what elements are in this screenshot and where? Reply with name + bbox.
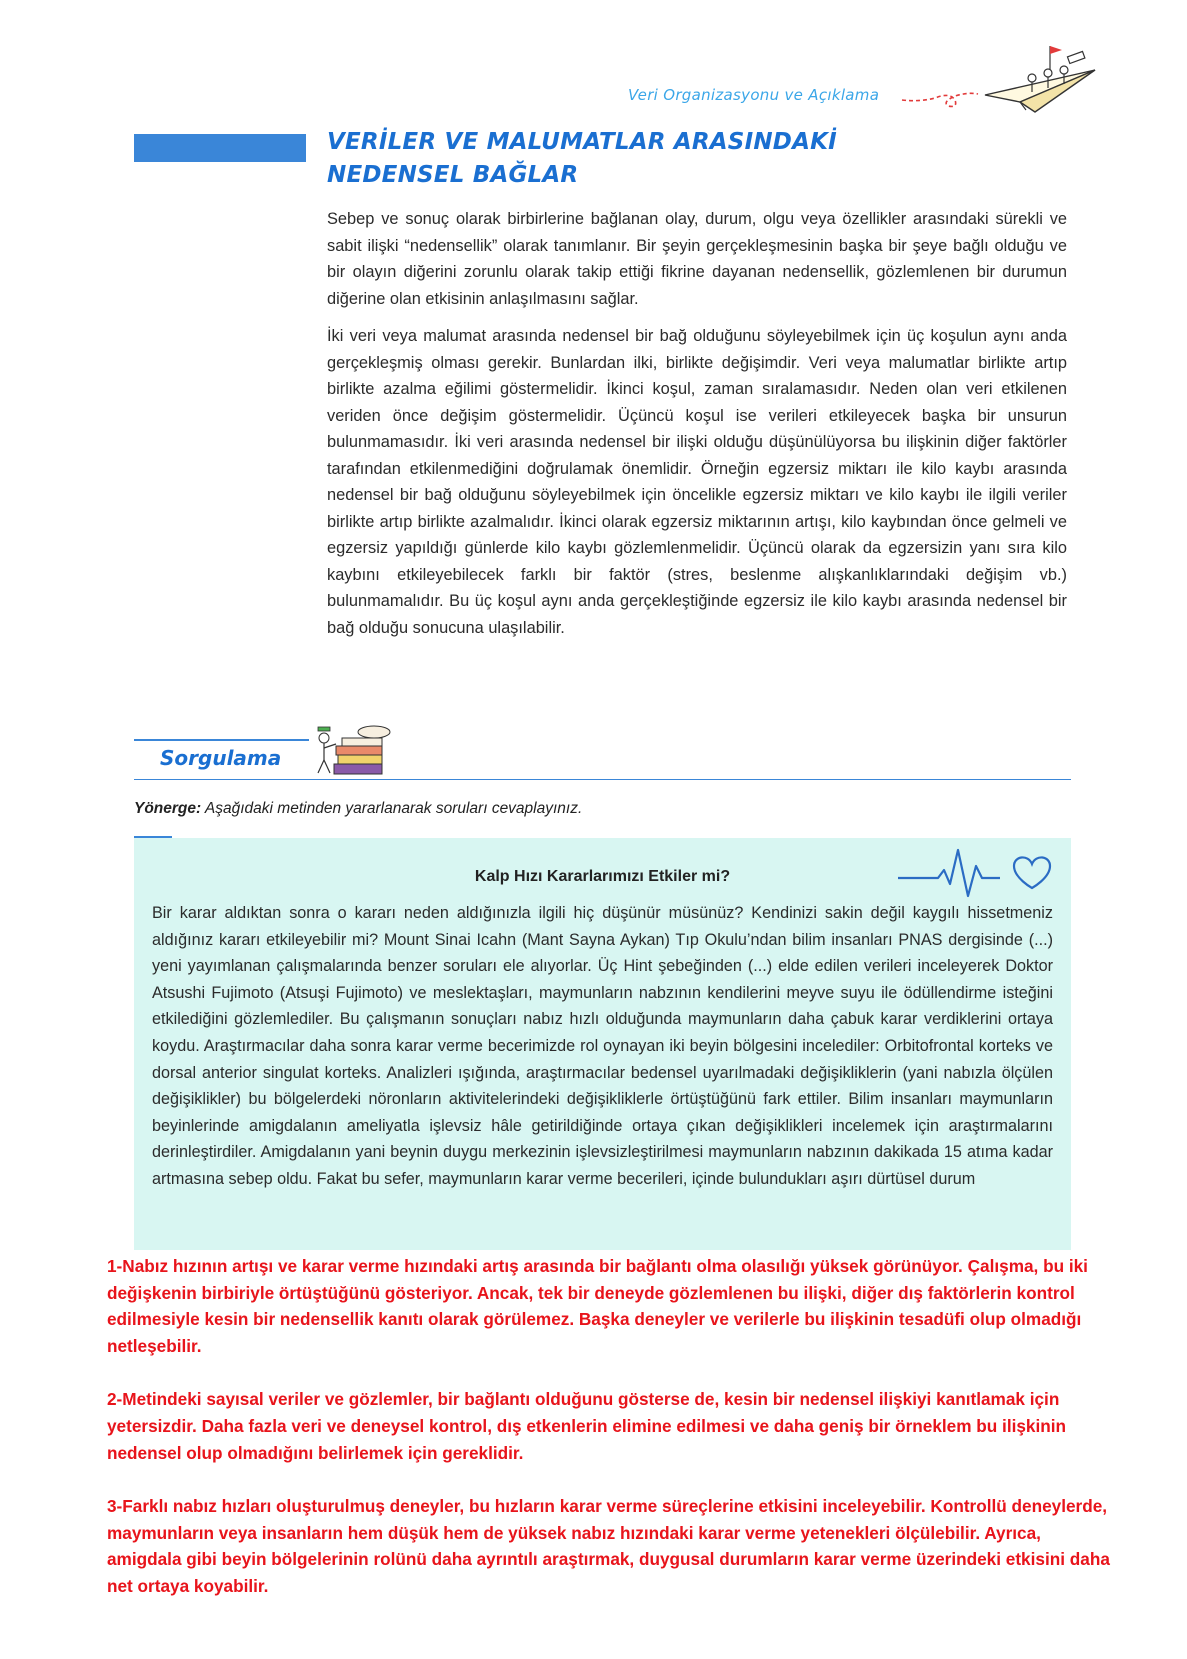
instruction-label: Yönerge:: [134, 800, 202, 817]
body-paragraph-1: Sebep ve sonuç olarak birbirlerine bağlanan olay, durum, olgu veya özellikler arasındaki sürekli ve sabit ilişki “nedensellik” olarak tanımlanır. Bir şeyin gerçekleşmesinin başka bir şeye bağlı olduğu ve bir olayın diğerini zorunlu olarak takip ettiği fikrine dayanan nedensellik, gözlemlenen bir durumun diğerine olan etkisinin anlaşılmasını sağlar.: [327, 210, 1067, 308]
page-title-line-2: NEDENSEL BAĞLAR: [327, 162, 579, 188]
answer-3: 3-Farklı nabız hızları oluşturulmuş deneyler, bu hızların karar verme süreçlerine etkisini inceleyebilir. Kontrollü deneylerde, maymunların veya insanların hem düşük hem de yüksek nabız hızındaki karar verme yetenekleri ölçülebilir. Ayrıca, amigdala gibi beyin bölgelerinin rolünü daha ayrıntılı araştırmak, duygusal durumların karar verme üzerindeki etkisini daha net ortaya koyabilir.: [107, 1496, 1110, 1596]
title-accent-bar: [134, 134, 306, 162]
sorgulama-top-rule: [134, 739, 309, 741]
instruction: [134, 800, 582, 818]
sorgulama-bottom-rule: [134, 779, 1071, 780]
page-title-line-1: VERİLER VE MALUMATLAR ARASINDAKİ: [327, 129, 837, 155]
dashed-path-decoration: [900, 86, 980, 116]
body-text: [327, 206, 1067, 652]
page-title: [327, 126, 837, 192]
answer-1: 1-Nabız hızının artışı ve karar verme hızındaki artış arasında bir bağlantı olma olasılığı yüksek görünüyor. Çalışma, bu iki değişkenin birbiriyle örtüştüğünü gösteriyor. Ancak, tek bir deneyde gözlemlenen bu ilişki, diğer dış faktörlerin kontrol edilmesiyle kesin bir nedensellik kanıtı olarak görülemez. Başka deneyler ve verilerle bu ilişkinin tesadüfi olup olmadığı netleşebilir.: [107, 1256, 1088, 1356]
instruction-text: Aşağıdaki metinden yararlanarak soruları cevaplayınız.: [201, 800, 583, 817]
paper-plane-illustration: [980, 40, 1100, 115]
section-header-title: Veri Organizasyonu ve Açıklama: [628, 86, 880, 104]
reading-box-text: Bir karar aldıktan sonra o kararı neden aldığınızla ilgili hiç düşünür müsünüz? Kendinizi sakin değil kaygılı hissetmeniz aldığınız kararı etkileyebilir mi? Mount Sinai Icahn (Mant Sayna Aykan) Tıp Okulu’ndan bilim insanları PNAS dergisinde (...) yeni yayımlanan çalışmalarında benzer soruları ele alıyorlar. Üç Hint şebeğinden (...) elde edilen verileri inceleyerek Doktor Atsushi Fujimoto (Atsuşi Fujimoto) ve meslektaşları, maymunların nabzının kendilerini meyve suyu ile ödüllendirme isteğini etkilediğini gözlemlediler. Bu çalışmanın sonuçları nabız hızlı olduğunda maymunların daha çabuk karar verdiklerini ortaya koydu. Araştırmacılar daha sonra karar verme becerimizde rol oynayan iki beyin bölgesini incelediler: Orbitofrontal korteks ve dorsal anterior singulat korteks. Analizleri ışığında, araştırmacılar bedensel uyarılmadaki değişikliklerin (yani nabızla ölçülen değişiklikler) bu bölgelerdeki nöronların aktivitelerindeki değişikliklerle örtüştüğünü fark ettiler. Bilim insanları maymunların beyinlerinde amigdalanın ameliyatla işlevsiz hâle getirildiğinde ortaya çıkan değişiklikleri incelemek için araştırmalarını derinleştirdiler. Amigdalanın yani beynin duygu merkezinin işlevsizleştirilmesi maymunların nabzının dakikada 15 atıma kadar artmasına sebep oldu. Fakat bu sefer, maymunların karar verme becerileri, içinde bulundukları aşırı dürtüsel durum: [152, 904, 1053, 1188]
sorgulama-heading: Sorgulama: [160, 746, 282, 770]
reading-box-title: Kalp Hızı Kararlarımızı Etkiler mi?: [474, 868, 731, 885]
answer-2: 2-Metindeki sayısal veriler ve gözlemler, bir bağlantı olduğunu gösterse de, kesin bir nedensel ilişkiyi kanıtlamak için yetersizdir. Daha fazla veri ve deneysel kontrol, dış etkenlerin elimine edilmesi ve daha geniş bir örneklem bu ilişkinin nedensel olup olmadığını belirlemek için gereklidir.: [107, 1389, 1067, 1463]
books-illustration: [312, 718, 402, 778]
reading-box: [134, 838, 1071, 1250]
body-paragraph-2: İki veri veya malumat arasında nedensel bir bağ olduğunu söyleyebilmek için üç koşulun aynı anda gerçekleşmiş olması gerekir. Bunlardan ilki, birlikte değişimdir. Veri veya malumatlar birlikte artıp birlikte azalma eğilimi göstermelidir. İkinci koşul, zaman sıralamasıdır. Neden olan veri etkilenen veriden önce değişim göstermelidir. Üçüncü koşul ise verileri etkileyecek başka bir unsurun bulunmamasıdır. İki veri arasında nedensel bir ilişki olduğu düşünülüyorsa bu ilişkinin diğer faktörler tarafından etkilenmediğini doğrulamak önemlidir. Örneğin egzersiz miktarı ile kilo kaybı arasında nedensel bir bağ olduğunu söyleyebilmek için öncelikle egzersiz miktarı ve kilo kaybı ile ilgili veriler birlikte artıp birlikte azalmalıdır. İkinci olarak egzersiz miktarının artışı, kilo kaybından önce gelmeli ve egzersiz yapıldığı günlerde kilo kaybı gözlemlenmelidir. Üçüncü olarak da egzersizin yanı sıra kilo kaybını etkileyebilecek farklı bir faktör (stres, beslenme alışkanlıklarındaki değişim vb.) bulunmamalıdır. Bu üç koşul aynı anda gerçekleştiğinde egzersiz ile kilo kaybı arasında nedensel bir bağ olduğu sonucuna ulaşılabilir.: [327, 327, 1067, 637]
answers: [107, 1253, 1117, 1627]
